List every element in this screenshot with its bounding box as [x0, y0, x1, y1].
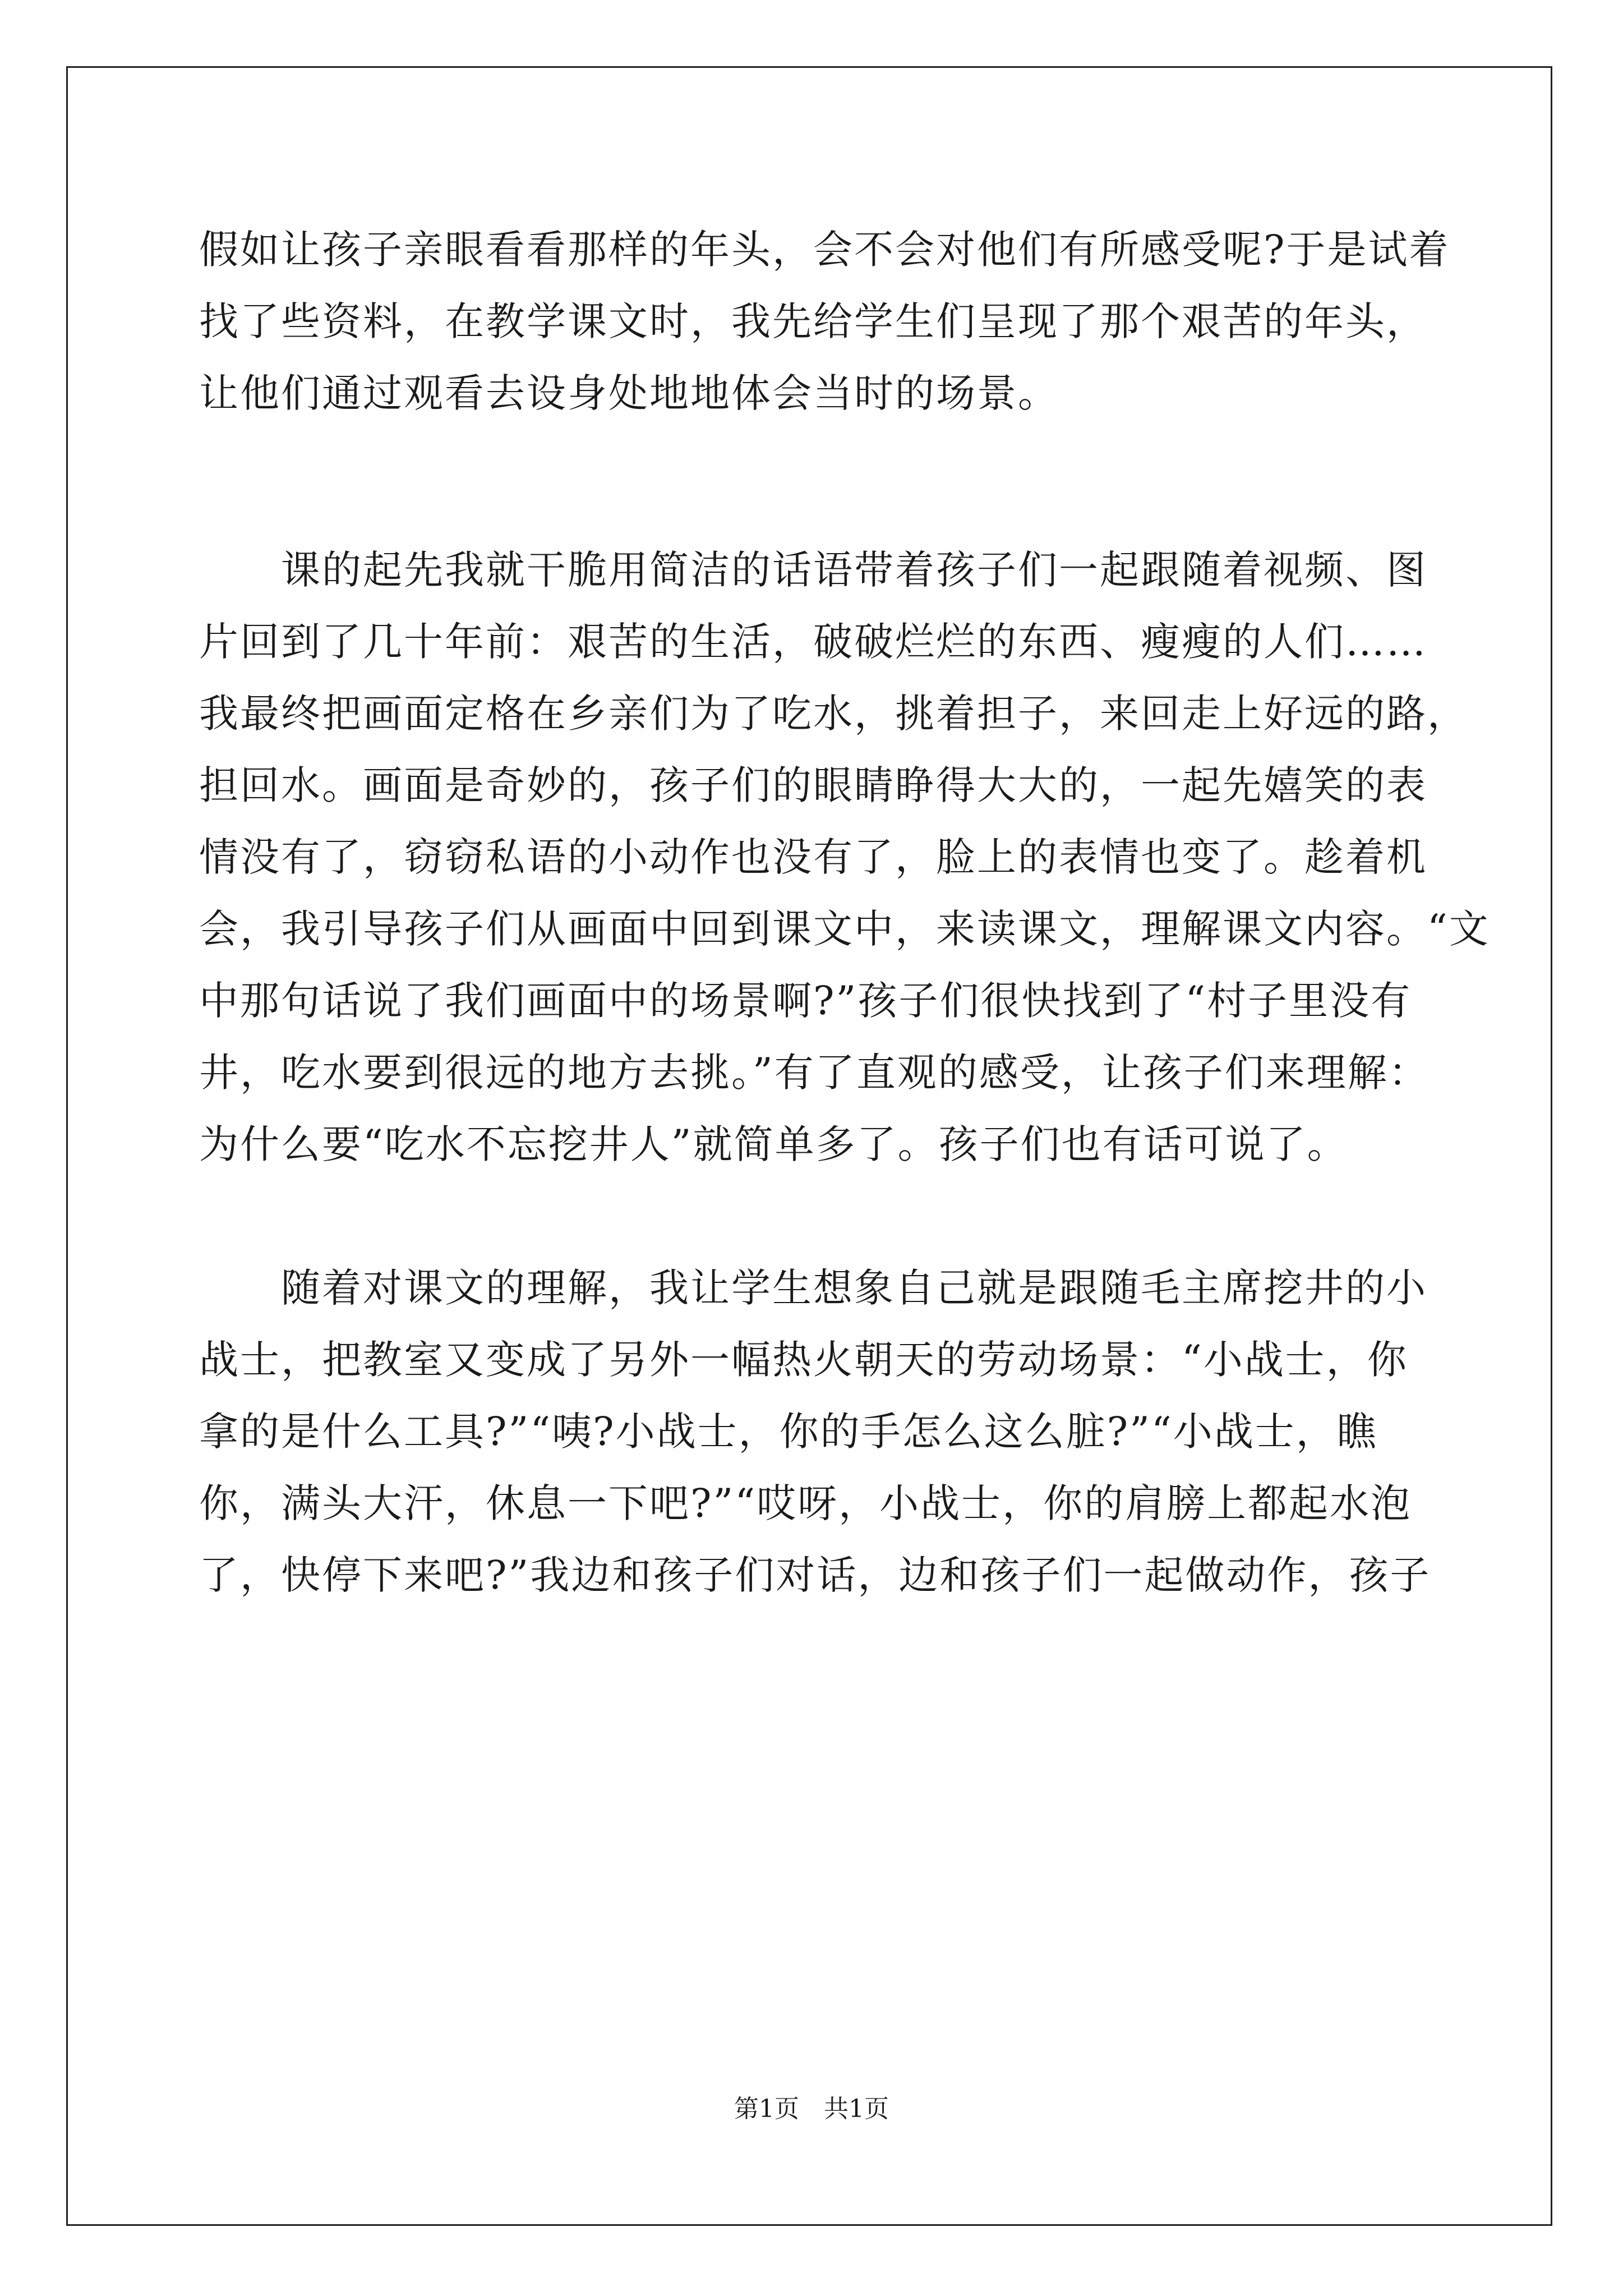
- text-line: 拿的是什么工具?”“咦?小战士，你的手怎么这么脏?”“小战士，瞧: [199, 1409, 1378, 1455]
- text-line: 战士，把教室又变成了另外一幅热火朝天的劳动场景：“小战士，你: [199, 1337, 1408, 1383]
- text-line: 你，满头大汗，休息一下吧?”“哎呀，小战士，你的肩膀上都起水泡: [199, 1480, 1412, 1526]
- text-line: 我最终把画面定格在乡亲们为了吃水，挑着担子，来回走上好远的路，: [199, 691, 1468, 737]
- text-line: 了，快停下来吧?”我边和孩子们对话，边和孩子们一起做动作，孩子: [199, 1552, 1431, 1598]
- text-line: 课的起先我就干脆用简洁的话语带着孩子们一起跟随着视频、图: [199, 547, 1427, 593]
- text-line: 情没有了，窃窃私语的小动作也没有了，脸上的表情也变了。趁着机: [199, 834, 1427, 880]
- text-line: 找了些资料，在教学课文时，我先给学生们呈现了那个艰苦的年头，: [199, 298, 1427, 344]
- text-line: 为什么要“吃水不忘挖井人”就简单多了。孩子们也有话可说了。: [199, 1121, 1348, 1167]
- text-line: 片回到了几十年前：艰苦的生活，破破烂烂的东西、瘦瘦的人们……: [199, 619, 1427, 665]
- text-line: 会，我引导孩子们从画面中回到课文中，来读课文，理解课文内容。“文: [199, 906, 1490, 952]
- text-line: 让他们通过观看去设身处地地体会当时的场景。: [199, 370, 1059, 416]
- text-line: 井，吃水要到很远的地方去挑。”有了直观的感受，让孩子们来理解：: [199, 1050, 1430, 1096]
- text-line: 中那句话说了我们画面中的场景啊?”孩子们很快找到了“村子里没有: [199, 978, 1412, 1024]
- text-line: 担回水。画面是奇妙的，孩子们的眼睛睁得大大的，一起先嬉笑的表: [199, 762, 1427, 808]
- text-line: 随着对课文的理解，我让学生想象自己就是跟随毛主席挖井的小: [199, 1265, 1427, 1311]
- page-footer: 第1页 共1页: [734, 2095, 889, 2123]
- text-line: 假如让孩子亲眼看看那样的年头，会不会对他们有所感受呢?于是试着: [199, 227, 1450, 273]
